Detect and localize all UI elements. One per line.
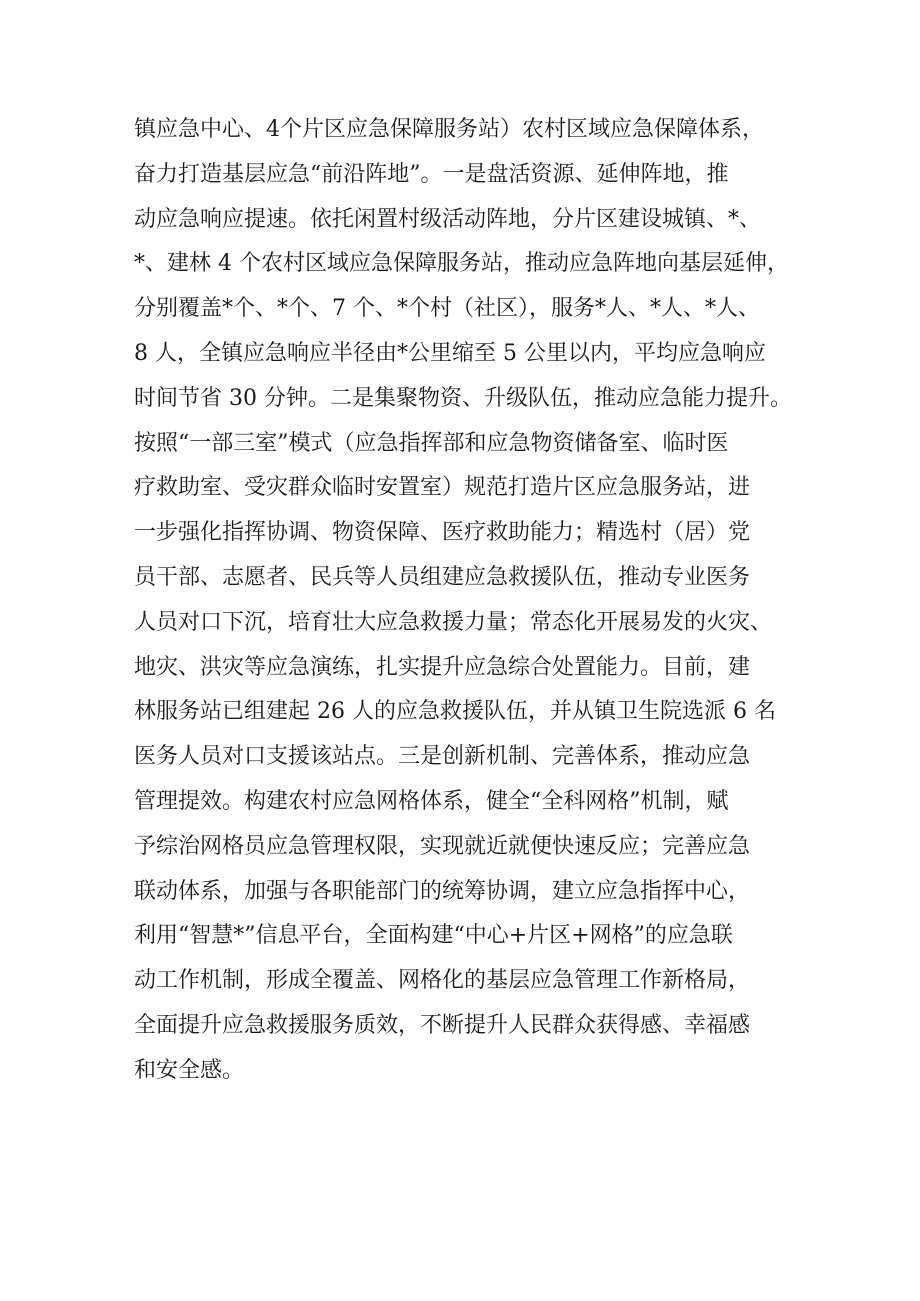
text-line: 时间节省 30 分钟。二是集聚物资、升级队伍，推动应急能力提升。 (134, 385, 792, 411)
text-line: 员干部、志愿者、民兵等人员组建应急救援队伍，推动专业医务 (134, 564, 751, 590)
text-line: 联动体系，加强与各职能部门的统筹协调，建立应急指挥中心， (134, 878, 751, 904)
text-line: 管理提效。构建农村应急网格体系，健全“全科网格”机制，赋 (134, 788, 729, 814)
text-line: 医务人员对口支援该站点。三是创新机制、完善体系，推动应急 (134, 744, 751, 770)
text-line: 按照“一部三室”模式（应急指挥部和应急物资储备室、临时医 (134, 430, 729, 456)
text-line: 镇应急中心、4个片区应急保障服务站）农村区域应急保障体系， (134, 117, 764, 142)
text-line: 利用“智慧*”信息平台，全面构建“中心+片区+网格”的应急联 (134, 923, 733, 949)
text-line: 地灾、洪灾等应急演练，扎实提升应急综合处置能力。目前，建 (134, 654, 751, 680)
text-line: 一步强化指挥协调、物资保障、医疗救助能力；精选村（居）党 (134, 520, 751, 546)
text-line: 动工作机制，形成全覆盖、网格化的基层应急管理工作新格局， (134, 968, 751, 994)
text-line: 全面提升应急救援服务质效，不断提升人民群众获得感、幸福感 (134, 1012, 751, 1038)
text-line: 疗救助室、受灾群众临时安置室）规范打造片区应急服务站，进 (134, 475, 751, 501)
text-line: 和安全感。 (134, 1057, 245, 1083)
text-line: 奋力打造基层应急“前沿阵地”。一是盘活资源、延伸阵地，推 (134, 161, 729, 187)
text-line: 予综治网格员应急管理权限，实现就近就便快速反应；完善应急 (134, 833, 751, 859)
text-line: 人员对口下沉，培育壮大应急救援力量；常态化开展易发的火灾、 (134, 609, 773, 635)
text-line: 8 人，全镇应急响应半径由*公里缩至 5 公里以内，平均应急响应 (134, 340, 766, 366)
text-line: *、建林 4 个农村区域应急保障服务站，推动应急阵地向基层延伸， (134, 251, 789, 277)
body-paragraph (134, 108, 794, 1094)
text-line: 林服务站已组建起 26 人的应急救援队伍，并从镇卫生院选派 6 名 (134, 699, 776, 725)
text-line: 分别覆盖*个、*个、7 个、*个村（社区），服务*人、*人、*人、 (134, 296, 760, 322)
text-line: 动应急响应提速。依托闲置村级活动阵地，分片区建设城镇、*、 (134, 206, 762, 232)
